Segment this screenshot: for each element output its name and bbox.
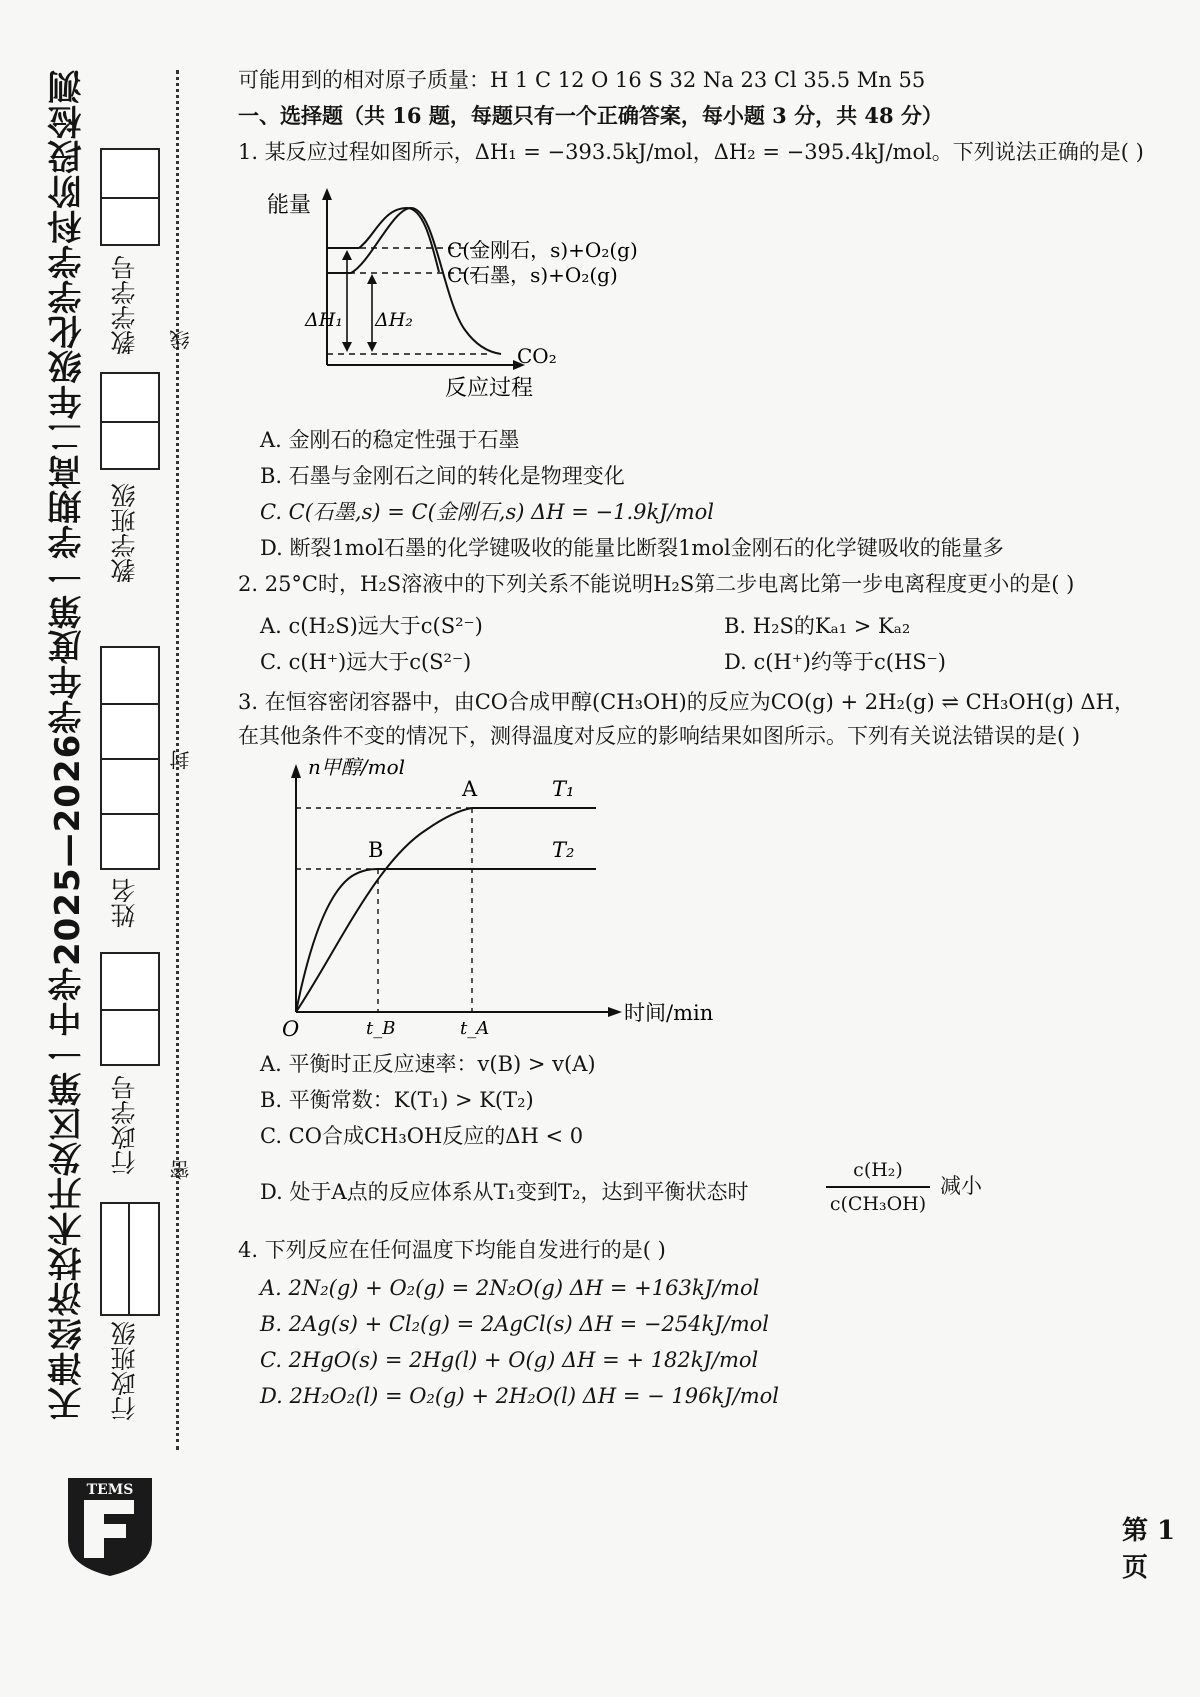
q2-option-b: B. H₂S的Kₐ₁ > Kₐ₂ — [724, 614, 911, 638]
xingzheng-xuehao-box[interactable] — [100, 952, 160, 1066]
y-axis-label: n甲醇/mol — [308, 755, 406, 779]
label-jiaoxue-banji: 教学班级 — [110, 483, 139, 583]
q1-option-a: A. 金刚石的稳定性强于石墨 — [260, 428, 520, 452]
level-product-label: CO₂ — [517, 344, 557, 368]
exam-title: 天津经济技术开发区第一中学2025—2026学年度第一学期高二年级化学学科阶段检测 — [48, 68, 88, 1422]
school-logo — [60, 1470, 160, 1580]
q3-stem-line2: 在其他条件不变的情况下，测得温度对反应的影响结果如图所示。下列有关说法错误的是( ) — [238, 724, 1081, 748]
q1-stem: 1. 某反应过程如图所示，ΔH₁ = −393.5kJ/mol，ΔH₂ = −395.4kJ/mol。下列说法正确的是( ) — [238, 140, 1144, 164]
jiaoxue-xuehao-box[interactable] — [100, 148, 160, 246]
box-divider — [102, 1009, 158, 1011]
q2-option-d: D. c(H⁺)约等于c(HS⁻) — [724, 650, 946, 674]
level-graphite-label: C(石墨，s)+O₂(g) — [447, 263, 618, 287]
box-divider — [102, 758, 158, 760]
tick-ta-label: t_A — [460, 1018, 490, 1039]
q3-option-d: D. 处于A点的反应体系从T₁变到T₂，达到平衡状态时 — [260, 1180, 749, 1204]
q3-stem-line1: 3. 在恒容密闭容器中，由CO合成甲醇(CH₃OH)的反应为CO(g) + 2H₂(g) ⇌ CH₃OH(g) ΔH， — [238, 690, 1135, 714]
q1-energy-diagram — [255, 180, 725, 405]
x-axis-label: 反应过程 — [445, 376, 534, 401]
q1-option-d: D. 断裂1mol石墨的化学键吸收的能量比断裂1mol金刚石的化学键吸收的能量多 — [260, 536, 1004, 560]
name-box[interactable] — [100, 646, 160, 870]
q3-option-d-tail: 减小 — [940, 1174, 982, 1198]
curve-diamond — [327, 208, 439, 272]
atomic-masses: 可能用到的相对原子质量：H 1 C 12 O 16 S 32 Na 23 Cl 35.5 Mn 55 — [238, 68, 926, 92]
box-divider — [128, 1204, 130, 1314]
q3-option-b: B. 平衡常数：K(T₁) > K(T₂) — [260, 1088, 534, 1112]
page-number: 第 1 页 — [1122, 1516, 1176, 1583]
logo-lettering: TEMS — [86, 1482, 134, 1498]
q3-option-c: C. CO合成CH₃OH反应的ΔH < 0 — [260, 1124, 584, 1148]
q2-option-a: A. c(H₂S)远大于c(S²⁻) — [260, 614, 483, 638]
box-divider — [102, 813, 158, 815]
point-b-label: B — [368, 838, 384, 862]
box-divider — [102, 703, 158, 705]
curve-t2 — [296, 869, 596, 1012]
curve-t1 — [296, 808, 596, 1012]
label-jiaoxue-xuehao: 教学学号 — [110, 255, 139, 355]
label-xingzheng-banji: 行政班级 — [110, 1321, 139, 1421]
y-axis-arrow — [322, 188, 332, 200]
y-axis-arrow — [291, 764, 301, 778]
q4-stem: 4. 下列反应在任何温度下均能自发进行的是( ) — [238, 1238, 666, 1262]
q4-option-d: D. 2H₂O₂(l) = O₂(g) + 2H₂O(l) ΔH = − 196kJ/mol — [260, 1384, 779, 1408]
point-a-label: A — [462, 777, 478, 801]
jiaoxue-banji-box[interactable] — [100, 372, 160, 470]
q1-option-b: B. 石墨与金刚石之间的转化是物理变化 — [260, 464, 625, 488]
dh2-label: ΔH₂ — [375, 309, 413, 331]
q2-stem: 2. 25°C时，H₂S溶液中的下列关系不能说明H₂S第二步电离比第一步电离程度更小的是( ) — [238, 572, 1075, 596]
dh1-label: ΔH₁ — [305, 309, 343, 331]
q1-option-c: C. C(石墨,s) = C(金刚石,s) ΔH = −1.9kJ/mol — [260, 500, 715, 524]
curve-t2-label: T₂ — [552, 838, 575, 862]
x-axis-label: 时间/min — [624, 1001, 714, 1025]
y-axis-label: 能量 — [267, 193, 312, 218]
q4-option-c: C. 2HgO(s) = 2Hg(l) + O(g) ΔH = + 182kJ/mol — [260, 1348, 759, 1372]
q3-graph — [276, 752, 736, 1042]
q2-option-c: C. c(H⁺)远大于c(S²⁻) — [260, 650, 472, 674]
x-axis-arrow — [608, 1007, 622, 1017]
box-divider — [102, 197, 158, 199]
label-xingzheng-xuehao: 行政学号 — [110, 1075, 139, 1175]
xingzheng-banji-box[interactable] — [100, 1202, 160, 1316]
curve-t1-label: T₁ — [552, 777, 575, 801]
level-diamond-label: C(金刚石，s)+O₂(g) — [447, 238, 638, 262]
seal-text-mi: 密 — [169, 1160, 193, 1180]
section-title: 一、选择题（共 16 题，每题只有一个正确答案，每小题 3 分，共 48 分） — [238, 103, 943, 128]
q3-option-d-fraction — [822, 1156, 934, 1226]
seal-text-xian: 线 — [169, 330, 193, 350]
q4-option-a: A. 2N₂(g) + O₂(g) = 2N₂O(g) ΔH = +163kJ/mol — [260, 1276, 760, 1300]
seal-text-feng: 封 — [169, 750, 193, 770]
fraction-numerator: c(H₂) — [853, 1159, 903, 1181]
q3-option-a: A. 平衡时正反应速率：v(B) > v(A) — [260, 1052, 596, 1076]
fraction-denominator: c(CH₃OH) — [829, 1193, 927, 1215]
tick-tb-label: t_B — [366, 1018, 396, 1039]
origin-label: O — [282, 1017, 300, 1041]
q4-option-b: B. 2Ag(s) + Cl₂(g) = 2AgCl(s) ΔH = −254kJ/mol — [260, 1312, 770, 1336]
label-name: 姓名 — [110, 878, 139, 928]
box-divider — [102, 421, 158, 423]
fraction-bar — [826, 1186, 930, 1188]
